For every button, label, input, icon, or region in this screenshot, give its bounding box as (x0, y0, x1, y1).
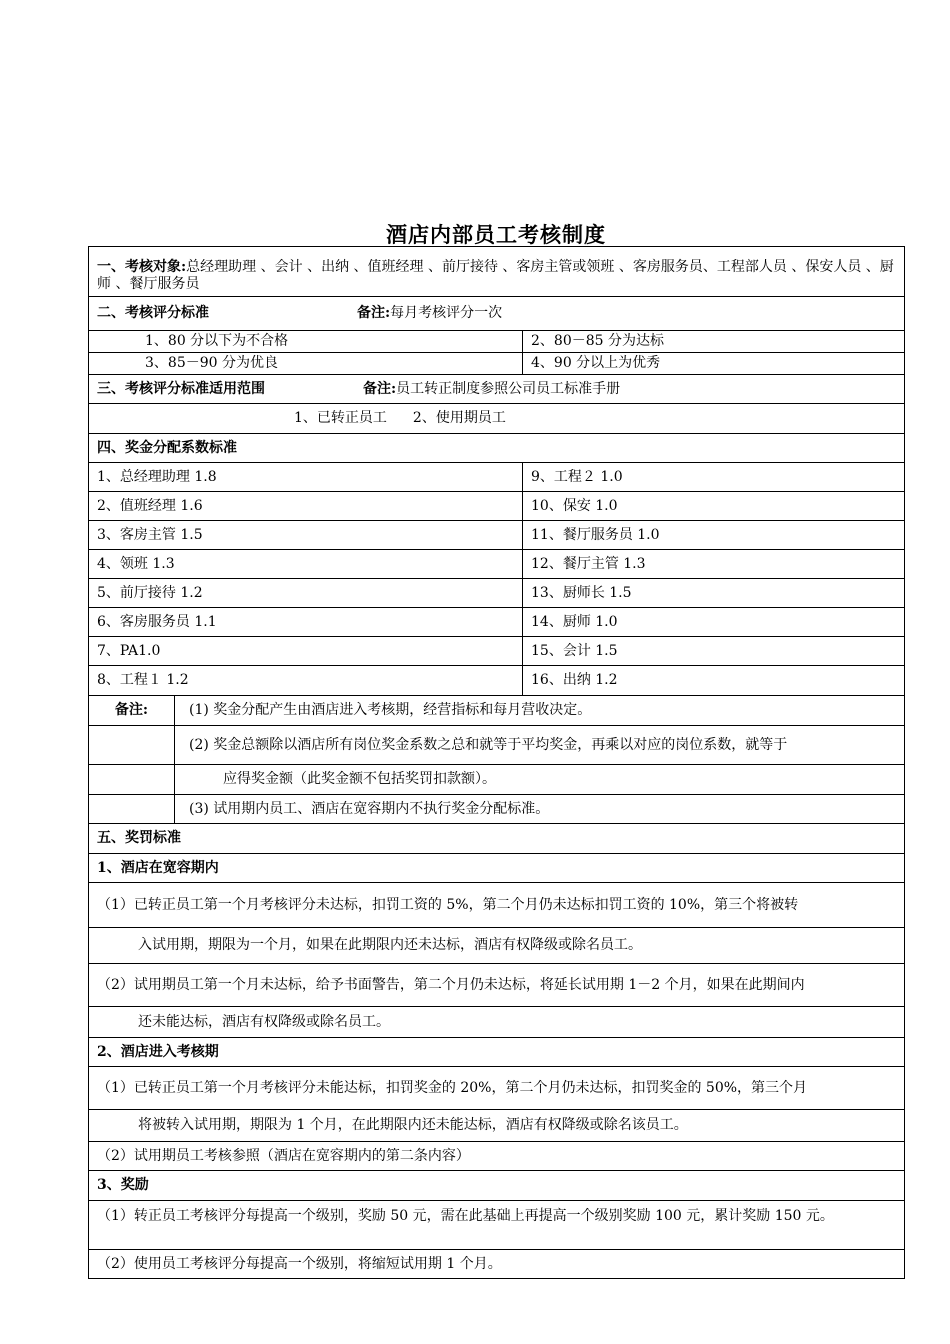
scope-item-2: 2、使用期员工 (412, 410, 506, 426)
sub-3-text: （2）使用员工考核评分每提高一个级别，将缩短试用期 1 个月。 (89, 1250, 905, 1278)
sub-1-text: 还未能达标，酒店有权降级或除名员工。 (89, 1007, 905, 1037)
assessment-table (88, 246, 905, 1279)
sub-1-text: （2）试用期员工第一个月未达标，给予书面警告，第二个月仍未达标，将延长试用期 1－2 个月，如果在此期间内 (89, 964, 905, 1006)
coefficient-item: 9、工程２ 1.0 (523, 463, 905, 491)
section-4-label: 四、奖金分配系数标准 (89, 434, 905, 462)
sub-2-paragraph (89, 1142, 905, 1171)
bonus-note-text: (3) 试用期内员工、酒店在宽容期内不执行奖金分配标准。 (175, 795, 905, 823)
document-title: 酒店内部员工考核制度 (386, 222, 606, 247)
section-3-scope-cell (89, 404, 905, 433)
coefficient-row (89, 666, 905, 696)
section-1-text: 总经理助理 、会计 、出纳 、值班经理 、前厅接待 、客房主管或领班 、客房服务员、工程部人员 、保安人员 、厨师 、餐厅服务员 (97, 259, 894, 292)
coefficient-row (89, 608, 905, 637)
sub-1-text: 入试用期，期限为一个月，如果在此期限内还未达标，酒店有权降级或除名员工。 (89, 928, 905, 963)
score-item: 4、90 分以上为优秀 (523, 353, 905, 374)
sub-3-header (89, 1171, 905, 1201)
coefficient-row (89, 521, 905, 550)
sub-1-paragraph (89, 1007, 905, 1038)
sub-2-text: （1）已转正员工第一个月考核评分未能达标，扣罚奖金的 20%，第二个月仍未达标，扣罚奖金的 50%，第三个月 (89, 1067, 905, 1109)
sub-2-text: 将被转入试用期，期限为 1 个月，在此期限内还未能达标，酒店有权降级或除名该员工。 (89, 1110, 905, 1141)
scope-item-1: 1、已转正员工 (294, 410, 387, 426)
coefficient-item: 3、客房主管 1.5 (89, 521, 523, 549)
section-2-cell (89, 297, 905, 330)
sub-3-text: （1）转正员工考核评分每提高一个级别，奖励 50 元，需在此基础上再提高一个级别奖励 100 元，累计奖励 150 元。 (89, 1201, 905, 1249)
bonus-note-spacer (89, 795, 175, 823)
sub-1-header (89, 854, 905, 883)
sub-2-text: （2）试用期员工考核参照（酒店在宽容期内的第二条内容） (89, 1142, 905, 1170)
bonus-note-spacer (89, 726, 175, 764)
bonus-note-text: (2) 奖金总额除以酒店所有岗位奖金系数之总和就等于平均奖金，再乘以对应的岗位系数，就等于 (175, 726, 905, 764)
coefficient-item: 14、厨师 1.0 (523, 608, 905, 636)
bonus-note-row (89, 696, 905, 726)
section-2-note-text: 每月考核评分一次 (390, 305, 503, 321)
sub-1-paragraph (89, 964, 905, 1007)
bonus-note-row (89, 726, 905, 765)
coefficient-item: 5、前厅接待 1.2 (89, 579, 523, 607)
sub-1-text: （1）已转正员工第一个月考核评分未达标，扣罚工资的 5%，第二个月仍未达标扣罚工资的 10%，第三个将被转 (89, 883, 905, 927)
sub-3-paragraph (89, 1250, 905, 1279)
coefficient-item: 2、值班经理 1.6 (89, 492, 523, 520)
section-4-header (89, 434, 905, 463)
coefficient-item: 16、出纳 1.2 (523, 666, 905, 695)
coefficient-row (89, 463, 905, 492)
bonus-note-text: 应得奖金额（此奖金额不包括奖罚扣款额）。 (175, 765, 905, 794)
bonus-note-row (89, 765, 905, 795)
section-3-cell (89, 375, 905, 403)
coefficient-item: 13、厨师长 1.5 (523, 579, 905, 607)
score-item: 1、80 分以下为不合格 (89, 331, 523, 352)
coefficient-item: 15、会计 1.5 (523, 637, 905, 665)
sub-1-label: 1、酒店在宽容期内 (89, 854, 905, 882)
section-3-note-text: 员工转正制度参照公司员工标准手册 (396, 380, 621, 397)
coefficient-item: 11、餐厅服务员 1.0 (523, 521, 905, 549)
section-2-note-label: 备注: (357, 305, 391, 321)
section-1-label: 一、考核对象: (97, 259, 187, 275)
sub-2-paragraph (89, 1067, 905, 1110)
score-item: 2、80－85 分为达标 (523, 331, 905, 352)
bonus-note-text: (1) 奖金分配产生由酒店进入考核期，经营指标和每月营收决定。 (175, 696, 905, 725)
coefficient-item: 4、领班 1.3 (89, 550, 523, 578)
sub-1-paragraph (89, 883, 905, 928)
section-3-scope-row (89, 404, 905, 434)
coefficient-item: 8、工程１ 1.2 (89, 666, 523, 695)
sub-3-label: 3、奖励 (89, 1171, 905, 1200)
bonus-note-label: 备注: (89, 696, 175, 725)
section-3-label: 三、考核评分标准适用范围 (97, 380, 265, 397)
coefficient-row (89, 550, 905, 579)
section-2-label: 二、考核评分标准 (97, 305, 209, 321)
coefficient-item: 6、客房服务员 1.1 (89, 608, 523, 636)
coefficient-row (89, 492, 905, 521)
section-1-cell (89, 247, 905, 296)
sub-2-label: 2、酒店进入考核期 (89, 1038, 905, 1066)
section-3-note-label: 备注: (363, 380, 397, 397)
coefficient-item: 12、餐厅主管 1.3 (523, 550, 905, 578)
coefficient-item: 7、PA1.0 (89, 637, 523, 665)
bonus-note-spacer (89, 765, 175, 794)
coefficient-item: 1、总经理助理 1.8 (89, 463, 523, 491)
section-5-header (89, 824, 905, 854)
sub-1-paragraph (89, 928, 905, 964)
section-1-row (89, 247, 905, 297)
sub-3-paragraph (89, 1201, 905, 1250)
bonus-note-row (89, 795, 905, 824)
section-5-label: 五、奖罚标准 (89, 824, 905, 853)
coefficient-item: 10、保安 1.0 (523, 492, 905, 520)
score-item: 3、85－90 分为优良 (89, 353, 523, 374)
coefficient-row (89, 579, 905, 608)
sub-2-header (89, 1038, 905, 1067)
section-3-header (89, 375, 905, 404)
section-2-header (89, 297, 905, 331)
sub-2-paragraph (89, 1110, 905, 1142)
coefficient-row (89, 637, 905, 666)
score-standard-row-1 (89, 331, 905, 353)
score-standard-row-2 (89, 353, 905, 375)
